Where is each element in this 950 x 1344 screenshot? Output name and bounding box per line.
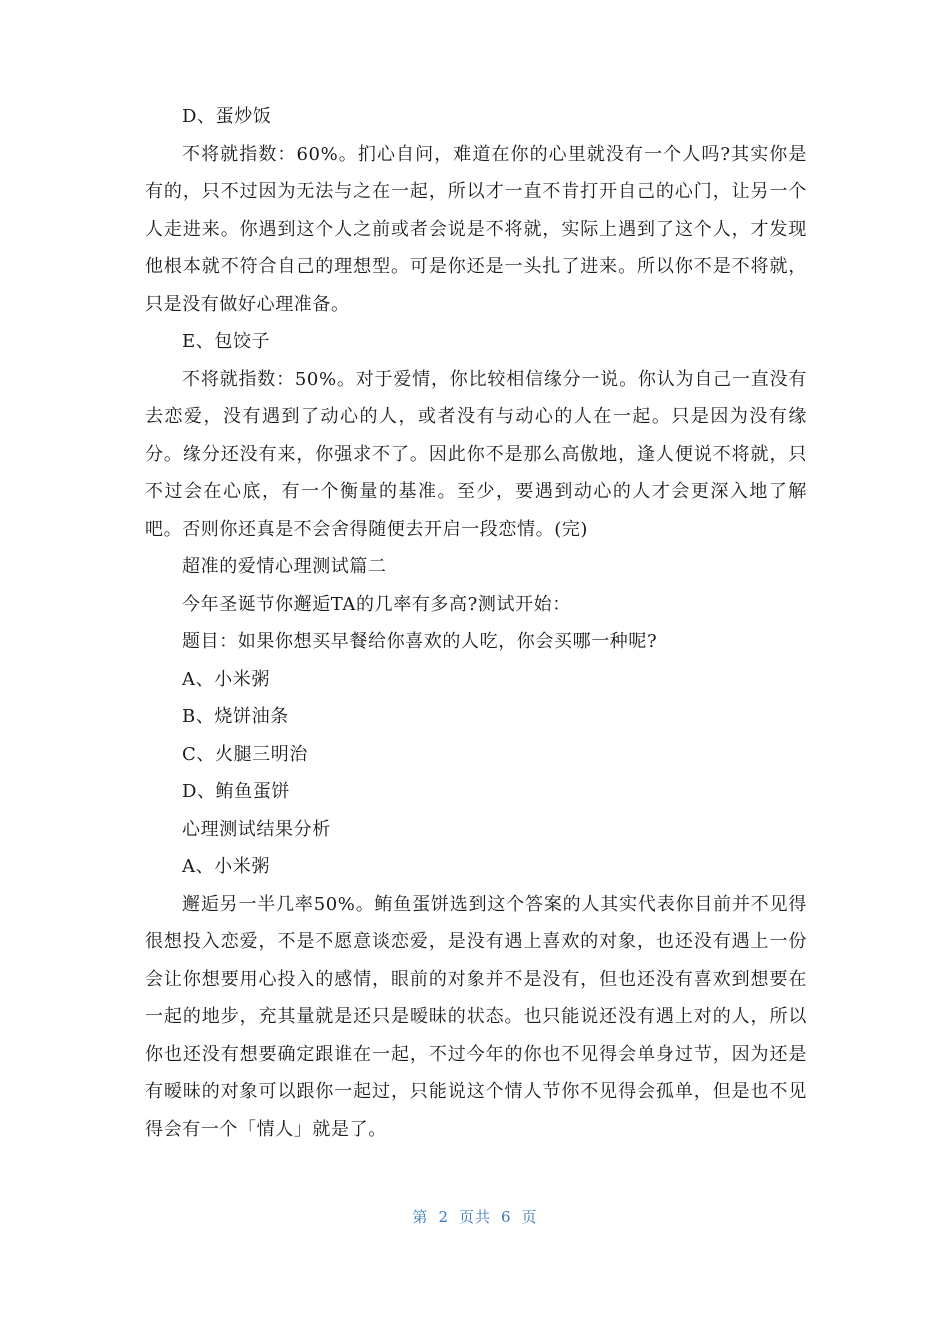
choice-c: C、火腿三明治 xyxy=(182,743,308,765)
footer-page-number: 2 xyxy=(438,1208,449,1226)
footer-middle: 页共 xyxy=(458,1208,491,1226)
section-title: 超准的爱情心理测试篇二 xyxy=(182,556,387,577)
footer-suffix: 页 xyxy=(521,1208,538,1226)
footer-total-pages: 6 xyxy=(501,1208,512,1226)
test-intro: 今年圣诞节你邂逅TA的几率有多高?测试开始： xyxy=(182,593,571,615)
result-analysis-heading: 心理测试结果分析 xyxy=(182,818,331,840)
choice-a: A、小米粥 xyxy=(182,668,270,690)
result-a-analysis: 邂逅另一半几率50%。鲔鱼蛋饼选到这个答案的人其实代表你目前并不见得很想投入恋爱，不是不愿意谈恋爱，是没有遇上喜欢的对象，也还没有遇上一份会让你想要用心投入的感情，眼前的对象并不是没有，但也还没有喜欢到想要在一起的地步，充其量就是还只是暧昧的状态。也只能说还没有遇上对的人，所以你也还没有想要确定跟谁在一起，不过今年的你也不见得会单身过节，因为还是有暧昧的对象可以跟你一起过，只能说这个情人节你不见得会孤单，但是也不见得会有一个「情人」就是了。 xyxy=(145,893,807,1140)
option-d-heading: D、蛋炒饭 xyxy=(182,106,272,127)
result-a-heading: A、小米粥 xyxy=(182,856,270,877)
choice-d: D、鲔鱼蛋饼 xyxy=(182,781,291,802)
option-e-heading: E、包饺子 xyxy=(182,331,271,352)
page-footer xyxy=(0,1206,950,1227)
question-text: 题目：如果你想买早餐给你喜欢的人吃，你会买哪一种呢? xyxy=(182,631,658,652)
document-body xyxy=(145,98,807,1148)
option-e-analysis: 不将就指数：50%。对于爱情，你比较相信缘分一说。你认为自己一直没有去恋爱，没有遇到了动心的人，或者没有与动心的人在一起。只是因为没有缘分。缘分还没有来，你强求不了。因此你不是那么高傲地，逢人便说不将就，只不过会在心底，有一个衡量的基准。至少，要遇到动心的人才会更深入地了解吧。否则你还真是不会舍得随便去开启一段恋情。(完) xyxy=(145,368,807,540)
choice-b: B、烧饼油条 xyxy=(182,706,289,727)
footer-prefix: 第 xyxy=(412,1208,429,1226)
option-d-analysis: 不将就指数：60%。扪心自问，难道在你的心里就没有一个人吗?其实你是有的，只不过因为无法与之在一起，所以才一直不肯打开自己的心门，让另一个人走进来。你遇到这个人之前或者会说是不将就，实际上遇到了这个人，才发现他根本就不符合自己的理想型。可是你还是一头扎了进来。所以你不是不将就，只是没有做好心理准备。 xyxy=(145,143,807,315)
